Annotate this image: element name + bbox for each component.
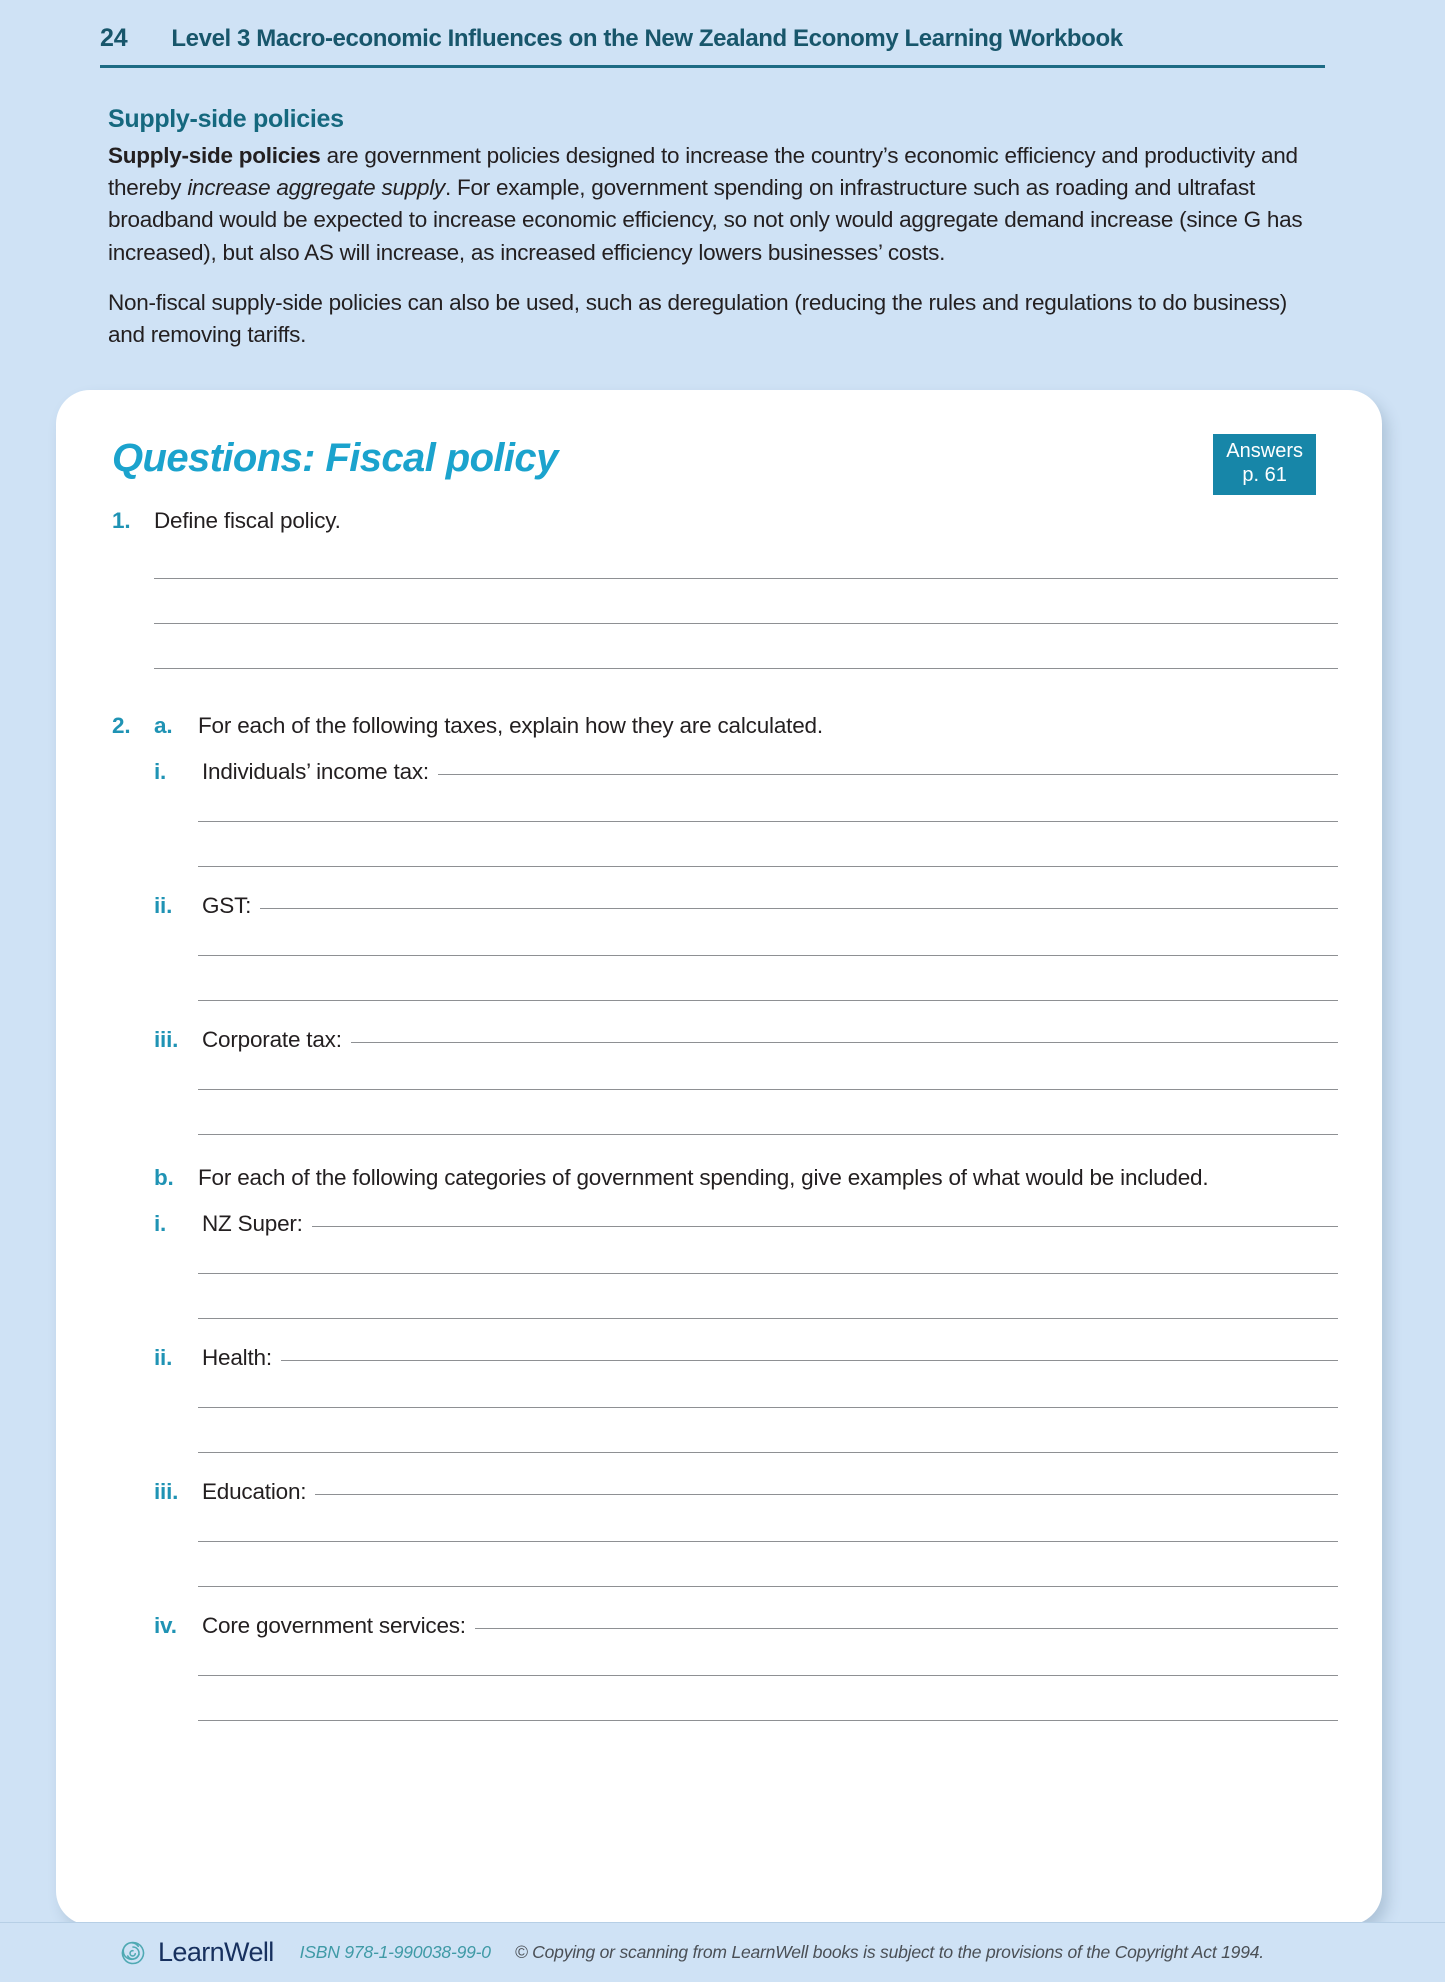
question-2b-text: For each of the following categories of government spending, give examples of what would be included.	[198, 1165, 1209, 1190]
question-2-marker: 2.	[112, 713, 131, 738]
question-2b-iv-marker: iv.	[154, 1613, 177, 1638]
header-title: Level 3 Macro-economic Influences on the New Zealand Economy Learning Workbook	[171, 25, 1123, 52]
question-2b-ii-marker: ii.	[154, 1345, 173, 1370]
learnwell-logo-text: LearnWell	[158, 1937, 274, 1967]
question-2a-ii	[112, 893, 1338, 919]
answer-line[interactable]	[438, 774, 1338, 775]
question-2	[112, 713, 1338, 739]
question-2a-i	[112, 759, 1338, 785]
spacer	[112, 669, 1338, 713]
question-2b-i	[112, 1211, 1338, 1237]
spacer	[198, 1274, 1338, 1318]
question-list	[112, 508, 1338, 1721]
spacer	[112, 1191, 1338, 1211]
spacer	[112, 785, 1338, 821]
spacer	[112, 867, 1338, 893]
spacer	[112, 739, 1338, 759]
question-2b-ii-answer-area[interactable]	[112, 1407, 1338, 1453]
question-2a-i-entry[interactable]	[202, 759, 1338, 785]
header-divider	[100, 65, 1325, 68]
spacer	[112, 1453, 1338, 1479]
question-2b-iii-label: Education:	[202, 1479, 307, 1504]
running-header	[100, 24, 1325, 72]
question-1	[112, 508, 1338, 534]
spacer	[112, 1505, 1338, 1541]
learnwell-logo	[118, 1937, 274, 1968]
question-2b-marker: b.	[154, 1165, 174, 1190]
question-2b-iii-answer-area[interactable]	[112, 1541, 1338, 1587]
answer-line[interactable]	[198, 1720, 1338, 1721]
question-2b-iv-label: Core government services:	[202, 1613, 466, 1638]
answer-line[interactable]	[312, 1226, 1338, 1227]
intro-paragraph-1	[108, 140, 1323, 269]
question-2a-ii-answer-area[interactable]	[112, 955, 1338, 1001]
copyright-text: © Copying or scanning from LearnWell books is subject to the provisions of the Copyright Act 1994.	[514, 1942, 1264, 1962]
question-1-text: Define fiscal policy.	[154, 508, 341, 533]
question-2a-ii-label: GST:	[202, 893, 252, 918]
spacer	[198, 822, 1338, 866]
question-2a-i-answer-area[interactable]	[112, 821, 1338, 867]
question-2a-ii-entry[interactable]	[202, 893, 1338, 919]
question-1-marker: 1.	[112, 508, 131, 533]
intro-paragraph-2: Non-fiscal supply-side policies can also be used, such as deregulation (reducing the rules and regulations to do business) and removing tariffs.	[108, 289, 1287, 347]
answers-badge[interactable]	[1213, 434, 1316, 495]
intro-section	[108, 105, 1323, 369]
spacer	[112, 1639, 1338, 1675]
intro-bold-term: Supply-side policies	[108, 143, 321, 168]
question-2a-i-label: Individuals’ income tax:	[202, 759, 429, 784]
answer-line[interactable]	[351, 1042, 1338, 1043]
intro-italic-term: increase aggregate supply	[187, 175, 445, 201]
question-2a-text: For each of the following taxes, explain how they are calculated.	[198, 713, 823, 738]
page-number: 24	[100, 24, 128, 52]
question-2a-i-marker: i.	[154, 759, 167, 784]
question-2b-iv-entry[interactable]	[202, 1613, 1338, 1639]
spacer	[198, 956, 1338, 1000]
page-footer	[0, 1922, 1445, 1982]
spiral-icon	[118, 1938, 148, 1968]
spacer	[112, 1237, 1338, 1273]
answers-badge-line2: p. 61	[1242, 463, 1287, 486]
spacer	[198, 1090, 1338, 1134]
spacer	[198, 1542, 1338, 1586]
question-2b-iv-answer-area[interactable]	[112, 1675, 1338, 1721]
question-2a-iii-entry[interactable]	[202, 1027, 1338, 1053]
spacer	[154, 624, 1338, 668]
answer-line[interactable]	[315, 1494, 1338, 1495]
intro-p1-part1: are government policies designed to increase the country’s economic efficiency and productivity and thereby	[108, 143, 1298, 201]
question-2a-ii-marker: ii.	[154, 893, 173, 918]
intro-p1-part2: . For example, government spending on infrastructure such as roading and ultrafast broadband would be expected to increase economic efficiency, so not only would aggregate demand increase (since G has increased), but also AS will increase, as increased efficiency lowers businesses’ costs.	[108, 175, 1303, 265]
questions-title: Questions: Fiscal policy	[112, 436, 558, 480]
question-2b-ii-label: Health:	[202, 1345, 272, 1370]
spacer	[112, 1053, 1338, 1089]
spacer	[112, 534, 1338, 578]
question-2b-i-answer-area[interactable]	[112, 1273, 1338, 1319]
spacer	[112, 1587, 1338, 1613]
spacer	[112, 1135, 1338, 1165]
questions-card-inner	[56, 390, 1382, 1925]
question-2b-iii	[112, 1479, 1338, 1505]
spacer	[112, 1319, 1338, 1345]
question-2b-i-label: NZ Super:	[202, 1211, 303, 1236]
question-1-answer-area[interactable]	[112, 578, 1338, 669]
question-2a-marker: a.	[154, 713, 173, 738]
spacer	[112, 919, 1338, 955]
question-2a-iii-answer-area[interactable]	[112, 1089, 1338, 1135]
answer-line[interactable]	[281, 1360, 1338, 1361]
answer-line[interactable]	[475, 1628, 1338, 1629]
isbn-text: ISBN 978-1-990038-99-0	[299, 1942, 491, 1962]
answers-badge-line1: Answers	[1226, 440, 1303, 462]
question-2b	[112, 1165, 1338, 1191]
question-2b-iii-entry[interactable]	[202, 1479, 1338, 1505]
question-2a-iii	[112, 1027, 1338, 1053]
spacer	[112, 1001, 1338, 1027]
question-2a-iii-label: Corporate tax:	[202, 1027, 342, 1052]
section-heading: Supply-side policies	[108, 105, 344, 133]
question-2b-i-entry[interactable]	[202, 1211, 1338, 1237]
header-row	[100, 24, 1325, 63]
question-2a-iii-marker: iii.	[154, 1027, 179, 1052]
questions-card	[56, 390, 1382, 1925]
spacer	[198, 1408, 1338, 1452]
spacer	[198, 1676, 1338, 1720]
spacer	[154, 579, 1338, 623]
question-2b-iv	[112, 1613, 1338, 1639]
questions-title-row	[112, 430, 1338, 508]
question-2b-ii	[112, 1345, 1338, 1371]
question-2b-ii-entry[interactable]	[202, 1345, 1338, 1371]
question-2b-i-marker: i.	[154, 1211, 167, 1236]
question-2b-iii-marker: iii.	[154, 1479, 179, 1504]
answer-line[interactable]	[260, 908, 1338, 909]
spacer	[112, 1371, 1338, 1407]
